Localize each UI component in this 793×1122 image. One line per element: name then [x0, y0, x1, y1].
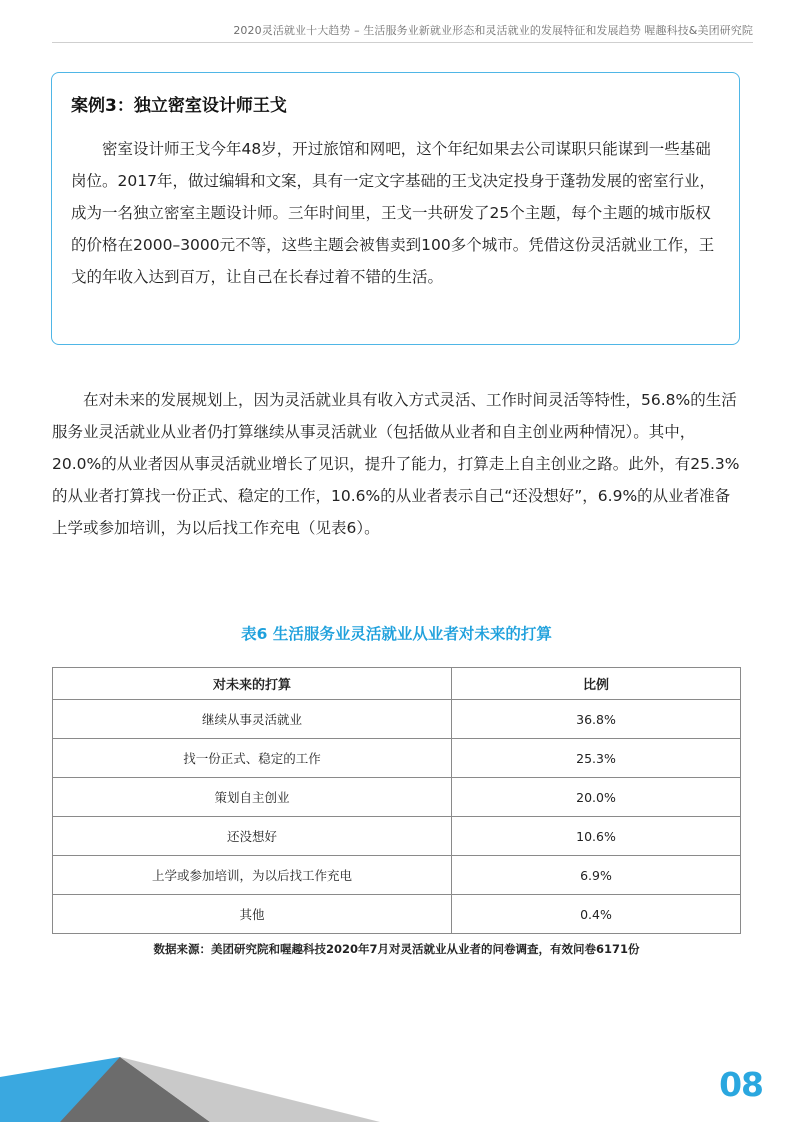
plan-cell: 上学或参加培训，为以后找工作充电 — [53, 856, 452, 895]
table-row — [53, 739, 741, 778]
header-divider — [52, 42, 753, 43]
table-row — [53, 856, 741, 895]
ratio-cell: 36.8% — [452, 700, 741, 739]
ratio-cell: 25.3% — [452, 739, 741, 778]
ratio-cell: 0.4% — [452, 895, 741, 934]
table-title: 表6 生活服务业灵活就业从业者对未来的打算 — [241, 625, 552, 643]
column-header-ratio: 比例 — [452, 668, 741, 700]
data-source-note: 数据来源：美团研究院和喔趣科技2020年7月对灵活就业从业者的问卷调查，有效问卷6171份 — [153, 942, 640, 956]
case-study-box — [51, 72, 740, 345]
table-row — [53, 817, 741, 856]
ratio-cell: 20.0% — [452, 778, 741, 817]
plan-cell: 继续从事灵活就业 — [53, 700, 452, 739]
page-number: 08 — [719, 1065, 763, 1104]
case-body: 密室设计师王戈今年48岁，开过旅馆和网吧，这个年纪如果去公司谋职只能谋到一些基础岗位。2017年，做过编辑和文案，具有一定文字基础的王戈决定投身于蓬勃发展的密室行业，成为一名独立密室主题设计师。三年时间里，王戈一共研发了25个主题，每个主题的城市版权的价格在2000–3000元不等，这些主题会被售卖到100多个城市。凭借这份灵活就业工作，王戈的年收入达到百万，让自己在长春过着不错的生活。 — [71, 140, 715, 286]
ratio-cell: 6.9% — [452, 856, 741, 895]
table-header-row — [53, 668, 741, 700]
plan-cell: 找一份正式、稳定的工作 — [53, 739, 452, 778]
column-header-plan: 对未来的打算 — [53, 668, 452, 700]
plan-cell: 策划自主创业 — [53, 778, 452, 817]
table-row — [53, 700, 741, 739]
running-header: 2020灵活就业十大趋势 – 生活服务业新就业形态和灵活就业的发展特征和发展趋势 喔趣科技&美团研究院 — [233, 24, 753, 37]
case-title: 案例3：独立密室设计师王戈 — [71, 96, 287, 116]
plan-cell: 其他 — [53, 895, 452, 934]
body-paragraph: 在对未来的发展规划上，因为灵活就业具有收入方式灵活、工作时间灵活等特性，56.8%的生活服务业灵活就业从业者仍打算继续从事灵活就业（包括做从业者和自主创业两种情况）。其中，20.0%的从业者因从事灵活就业增长了见识，提升了能力，打算走上自主创业之路。此外，有25.3%的从业者打算找一份正式、稳定的工作，10.6%的从业者表示自己“还没想好”，6.9%的从业者准备上学或参加培训，为以后找工作充电（见表6）。 — [52, 391, 740, 537]
table-row — [53, 778, 741, 817]
footer-decoration — [0, 1027, 420, 1122]
table-row — [53, 895, 741, 934]
ratio-cell: 10.6% — [452, 817, 741, 856]
future-plans-table — [52, 667, 741, 934]
plan-cell: 还没想好 — [53, 817, 452, 856]
